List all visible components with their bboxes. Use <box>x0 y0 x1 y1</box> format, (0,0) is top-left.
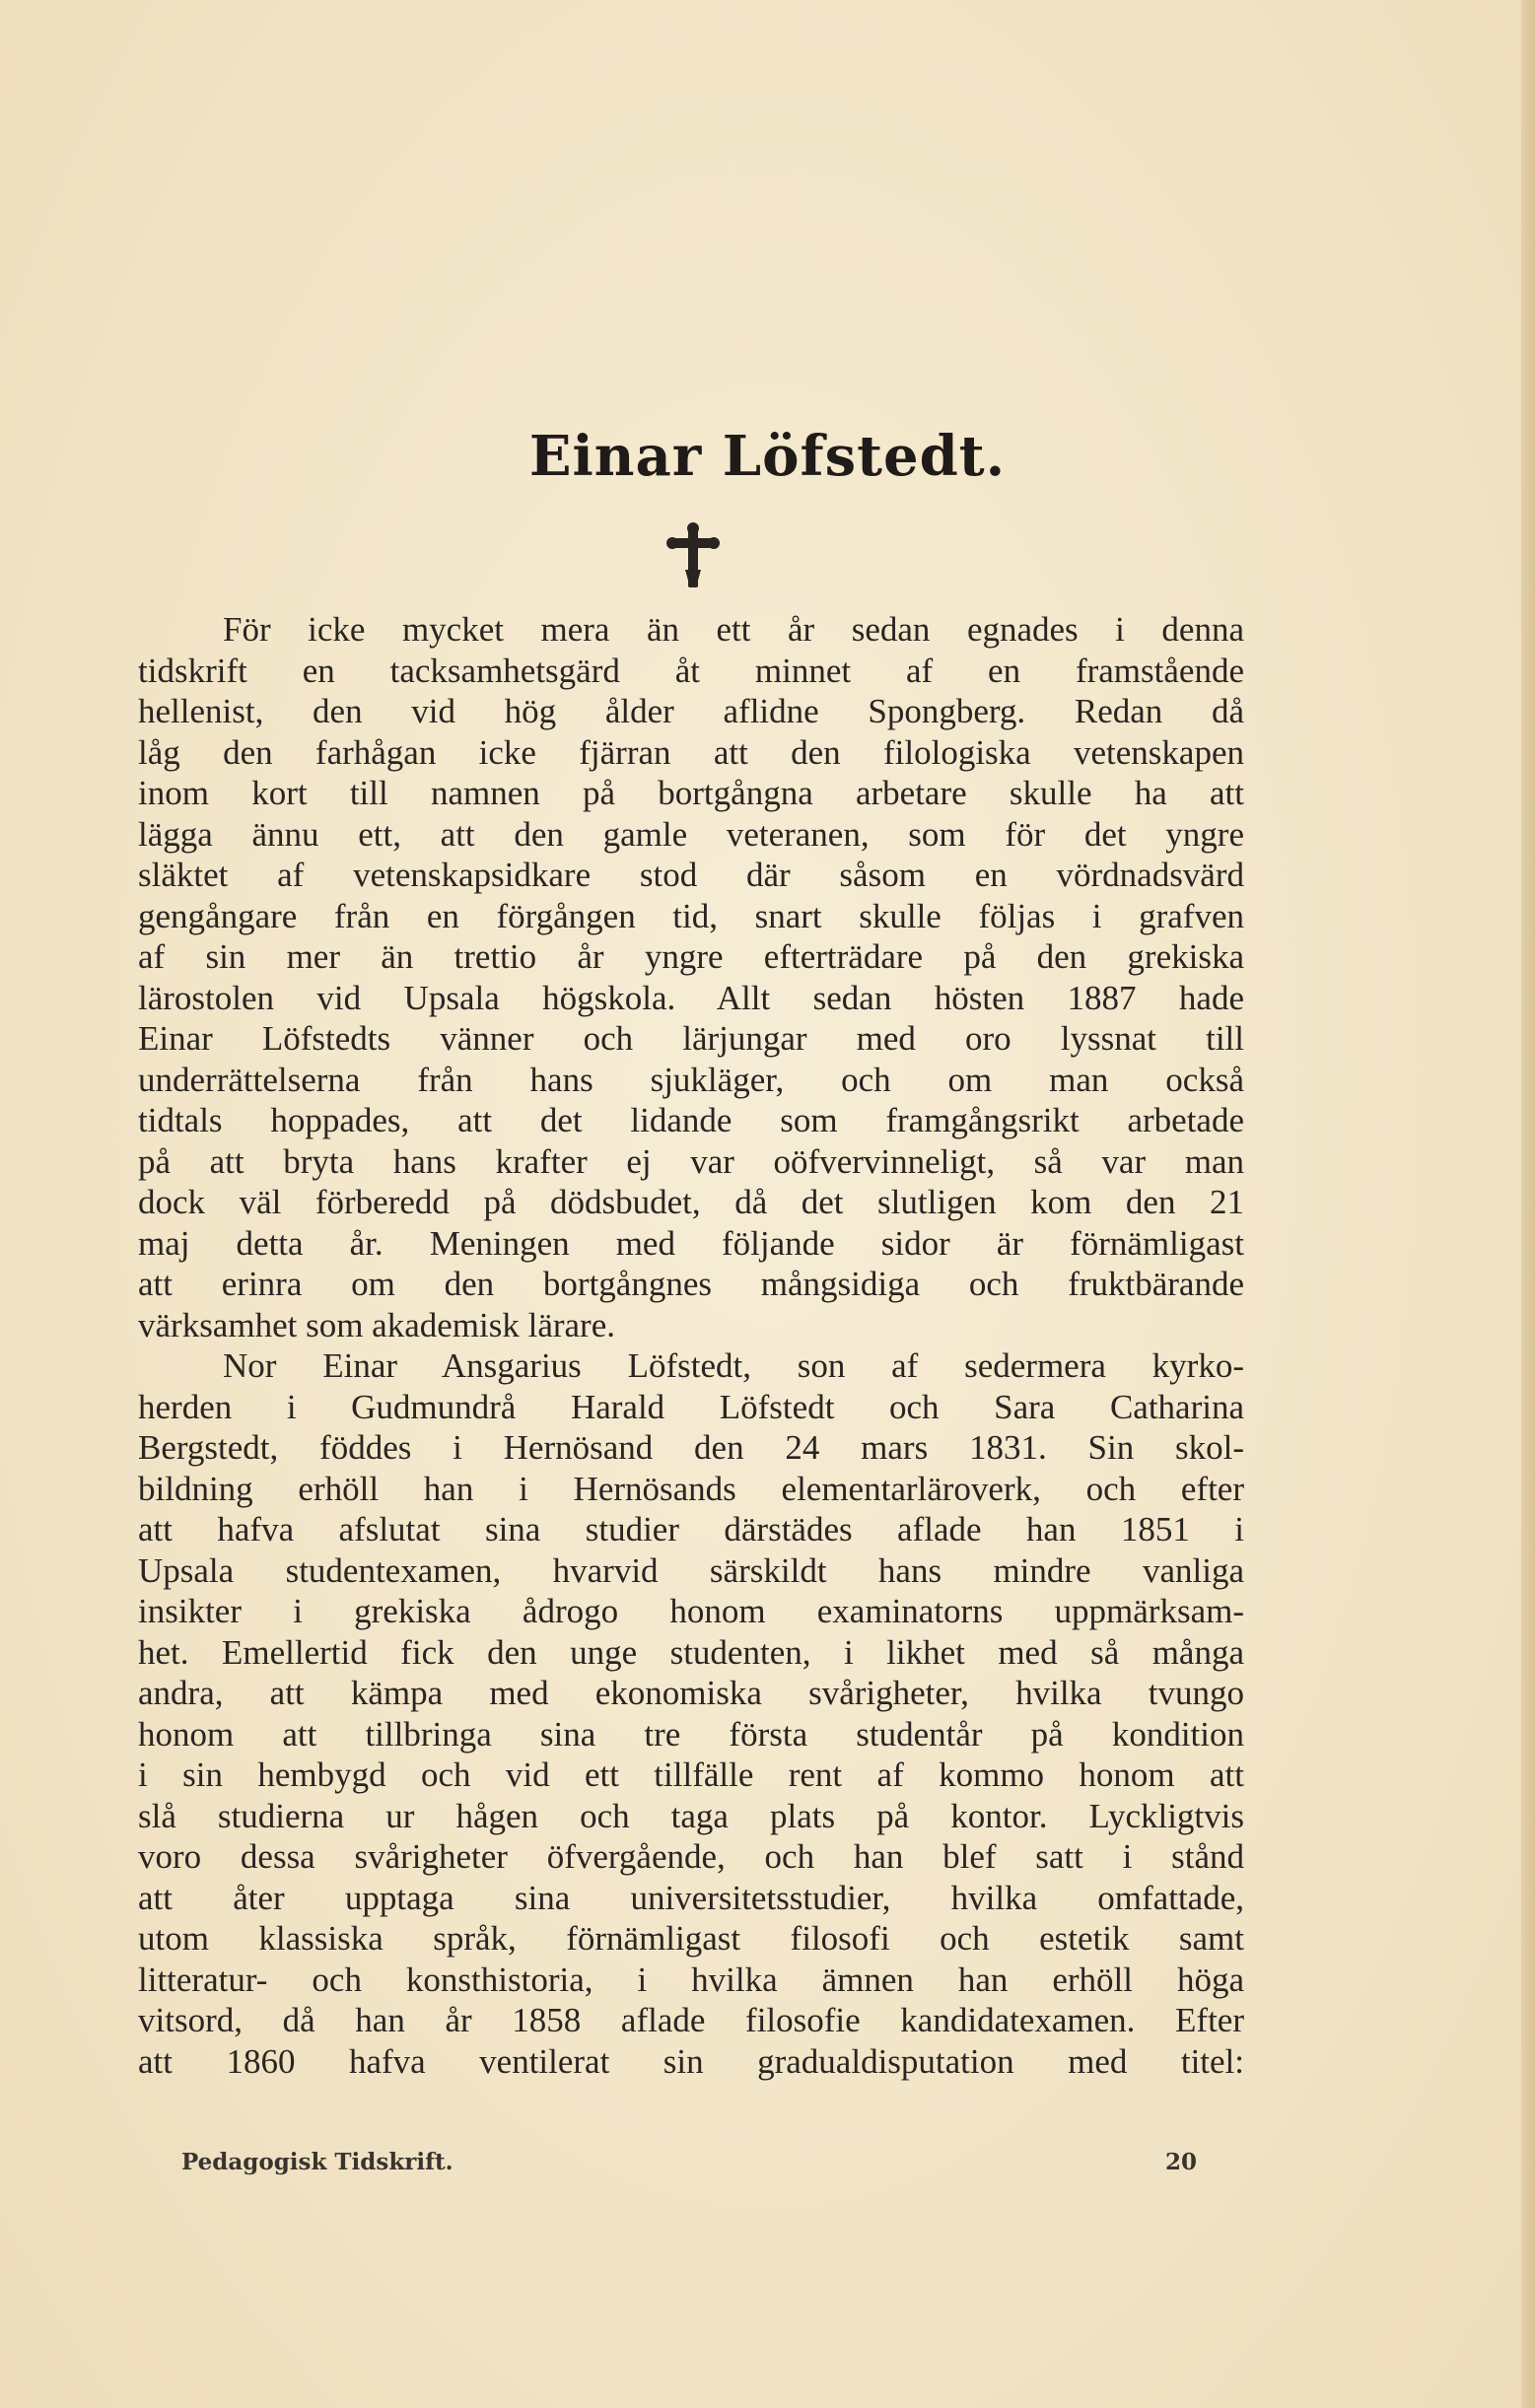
text-line: gengångare från en förgången tid, snart skulle följas i grafven <box>138 896 1244 935</box>
signature-mark: 20 <box>1164 2149 1197 2175</box>
text-line: maj detta år. Meningen med följande sidor är förnämligast <box>138 1223 1244 1263</box>
text-line: af sin mer än trettio år yngre efterträdare på den grekiska <box>138 937 1244 976</box>
text-line: För icke mycket mera än ett år sedan egnades i denna <box>223 610 1244 649</box>
text-line: herden i Gudmundrå Harald Löfstedt och Sara Catharina <box>138 1387 1244 1426</box>
article-title: Einar Löfstedt. <box>528 424 1007 489</box>
page-edge <box>1521 0 1535 2408</box>
text-line: att 1860 hafva ventilerat sin gradualdisputation med titel: <box>138 2041 1244 2081</box>
journal-name: Pedagogisk Tidskrift. <box>181 2149 454 2175</box>
text-line: utom klassiska språk, förnämligast filosofi och estetik samt <box>138 1919 1244 1958</box>
text-line: het. Emellertid fick den unge studenten, i likhet med så många <box>138 1632 1244 1672</box>
text-line: Einar Löfstedts vänner och lärjungar med oro lyssnat till <box>138 1019 1244 1058</box>
text-line: släktet af vetenskapsidkare stod där såsom en vördnadsvärd <box>138 856 1244 894</box>
page-footer <box>181 2149 1197 2188</box>
text-line: honom att tillbringa sina tre första studentår på kondition <box>138 1714 1244 1754</box>
text-line: hellenist, den vid hög ålder aflidne Spongberg. Redan då <box>138 692 1244 730</box>
text-line: i sin hembygd och vid ett tillfälle rent af kommo honom att <box>138 1755 1244 1794</box>
text-line: på att bryta hans krafter ej var oöfvervinneligt, så var man <box>138 1141 1244 1181</box>
text-line: Upsala studentexamen, hvarvid särskildt hans mindre vanliga <box>138 1550 1244 1590</box>
text-line: att åter upptaga sina universitetsstudier, hvilka omfattade, <box>138 1878 1244 1917</box>
cross-icon <box>663 522 723 589</box>
text-line: låg den farhågan icke fjärran att den filologiska vetenskapen <box>138 732 1244 772</box>
text-line: underrättelserna från hans sjukläger, och om man också <box>138 1060 1244 1099</box>
text-line: tidtals hoppades, att det lidande som framgångsrikt arbetade <box>138 1101 1244 1139</box>
text-line: slå studierna ur hågen och taga plats på kontor. Lyckligtvis <box>138 1796 1244 1835</box>
text-line: insikter i grekiska ådrogo honom examinatorns uppmärksam- <box>138 1592 1244 1630</box>
text-line: Bergstedt, föddes i Hernösand den 24 mars 1831. Sin skol- <box>138 1428 1244 1467</box>
text-line: att erinra om den bortgångnes mångsidiga och fruktbärande <box>138 1265 1244 1303</box>
text-line: vitsord, då han år 1858 aflade filosofie kandidatexamen. Efter <box>138 2001 1244 2039</box>
text-line: Nor Einar Ansgarius Löfstedt, son af sedermera kyrko- <box>223 1346 1244 1385</box>
text-line: voro dessa svårigheter öfvergående, och han blef satt i stånd <box>138 1837 1244 1876</box>
text-line: att hafva afslutat sina studier därstädes aflade han 1851 i <box>138 1510 1244 1548</box>
text-line: tidskrift en tacksamhetsgärd åt minnet af en framstående <box>138 651 1244 690</box>
article-body <box>138 609 1244 2082</box>
text-line: inom kort till namnen på bortgångna arbetare skulle ha att <box>138 774 1244 812</box>
text-line: lägga ännu ett, att den gamle veteranen, som för det yngre <box>138 814 1244 854</box>
text-line: värksamhet som akademisk lärare. <box>138 1305 615 1344</box>
text-line: bildning erhöll han i Hernösands elementarläroverk, och efter <box>138 1469 1244 1508</box>
text-line: litteratur- och konsthistoria, i hvilka ämnen han erhöll höga <box>138 1960 1244 1999</box>
text-line: dock väl förberedd på dödsbudet, då det slutligen kom den 21 <box>138 1183 1244 1221</box>
text-line: lärostolen vid Upsala högskola. Allt sedan hösten 1887 hade <box>138 978 1244 1017</box>
text-line: andra, att kämpa med ekonomiska svårigheter, hvilka tvungo <box>138 1674 1244 1712</box>
